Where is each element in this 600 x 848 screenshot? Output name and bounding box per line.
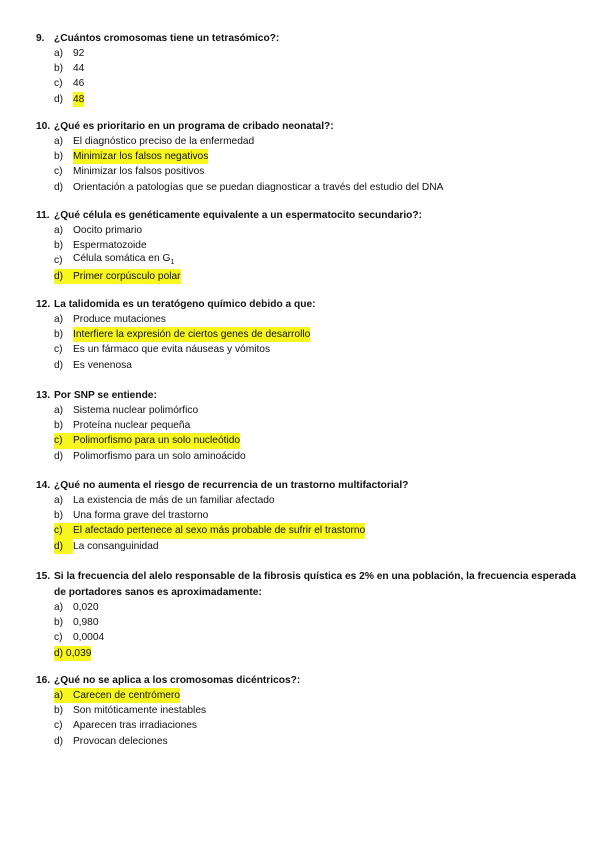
option-letter: d) bbox=[54, 359, 64, 371]
option-text: Espermatozoide bbox=[73, 240, 147, 252]
question-text: ¿Qué no aumenta el riesgo de recurrencia de un trastorno multifactorial? bbox=[54, 480, 409, 491]
option-text: Polimorfismo para un solo aminoácido bbox=[73, 450, 246, 462]
option-text: Sistema nuclear polimórfico bbox=[73, 405, 199, 416]
option-letter: d) bbox=[54, 93, 64, 105]
option-text: Oocito primario bbox=[73, 225, 143, 236]
question-10 bbox=[36, 120, 596, 195]
option-text: 44 bbox=[73, 63, 85, 75]
option-letter: c) bbox=[54, 166, 63, 178]
option-letter: b) bbox=[54, 420, 64, 432]
option-letter: a) bbox=[54, 405, 64, 416]
option-letter: d) bbox=[54, 735, 64, 747]
question-15 bbox=[36, 570, 596, 661]
option-letter: c) bbox=[54, 78, 63, 90]
option-letter: a) bbox=[54, 48, 64, 59]
question-text: ¿Qué es prioritario en un programa de cribado neonatal?: bbox=[54, 121, 334, 132]
question-11 bbox=[36, 209, 596, 284]
option-text: Es un fármaco que evita náuseas y vómitos bbox=[73, 344, 271, 356]
option-a bbox=[36, 46, 596, 61]
option-letter: b) bbox=[54, 151, 64, 163]
option-text: Aparecen tras irradiaciones bbox=[73, 720, 198, 732]
option-b bbox=[36, 508, 596, 523]
option-text-highlighted: 48 bbox=[73, 92, 84, 107]
option-text: Minimizar los falsos positivos bbox=[73, 166, 205, 178]
option-text: Orientación a patologías que se puedan diagnosticar a través del estudio del DNA bbox=[73, 181, 444, 193]
option-b bbox=[36, 61, 596, 76]
option-letter: c) bbox=[54, 433, 73, 448]
option-letter: b) bbox=[54, 240, 64, 252]
question-14 bbox=[36, 479, 596, 554]
subscript: 1 bbox=[170, 259, 175, 267]
option-text: 46 bbox=[73, 78, 85, 90]
question-text: La talidomida es un teratógeno químico debido a que: bbox=[54, 299, 316, 310]
option-highlighted bbox=[54, 646, 91, 661]
question-number: 12. bbox=[36, 299, 51, 310]
option-letter: a) bbox=[54, 688, 73, 703]
question-number: 13. bbox=[36, 390, 51, 401]
question-text: Por SNP se entiende: bbox=[54, 390, 157, 401]
question-16 bbox=[36, 674, 596, 749]
option-text-main: Célula somática en G bbox=[73, 253, 171, 265]
option-a bbox=[36, 312, 596, 327]
option-letter: d) bbox=[54, 450, 64, 462]
option-letter: a) bbox=[54, 602, 64, 613]
option-c bbox=[36, 76, 596, 91]
question-text-continuation: de portadores sanos es aproximadamente: bbox=[54, 587, 262, 598]
option-text: Produce mutaciones bbox=[73, 314, 166, 325]
option-letter: c) bbox=[54, 632, 63, 644]
option-d bbox=[36, 180, 596, 195]
option-letter: c) bbox=[54, 523, 73, 538]
option-text: Provocan deleciones bbox=[73, 735, 168, 747]
option-text: La consanguinidad bbox=[73, 540, 159, 552]
option-b bbox=[36, 149, 596, 164]
option-letter: b) bbox=[54, 705, 64, 717]
option-d bbox=[36, 734, 596, 749]
option-letter: c) bbox=[54, 255, 63, 267]
question-number: 14. bbox=[36, 480, 51, 491]
option-letter: d) bbox=[54, 181, 64, 193]
option-b bbox=[36, 327, 596, 342]
question-text: Si la frecuencia del alelo responsable de la fibrosis quística es 2% en una población, la frecuencia esperada bbox=[54, 571, 577, 582]
option-b bbox=[36, 418, 596, 433]
option-text-highlighted: Minimizar los falsos negativos bbox=[73, 149, 208, 164]
option-d bbox=[36, 449, 596, 464]
option-c bbox=[36, 433, 596, 448]
option-b bbox=[36, 703, 596, 718]
option-d bbox=[36, 358, 596, 373]
option-letter: a) bbox=[54, 225, 64, 236]
option-text-highlighted: Polimorfismo para un solo nucleótido bbox=[73, 433, 240, 448]
option-a bbox=[36, 403, 596, 418]
option-a bbox=[36, 134, 596, 149]
option-text: La existencia de más de un familiar afectado bbox=[73, 495, 275, 506]
option-text: 92 bbox=[73, 48, 85, 59]
option-text: 0,039 bbox=[65, 647, 92, 659]
option-text-highlighted: Carecen de centrómero bbox=[73, 688, 180, 703]
option-text: 0,980 bbox=[73, 617, 99, 629]
option-c bbox=[36, 523, 596, 538]
option-text-highlighted: Interfiere la expresión de ciertos genes de desarrollo bbox=[73, 327, 310, 342]
option-text: Una forma grave del trastorno bbox=[73, 510, 209, 522]
option-d bbox=[36, 92, 596, 107]
option-d bbox=[36, 646, 596, 661]
question-number: 10. bbox=[36, 121, 51, 132]
question-text: ¿Qué no se aplica a los cromosomas dicéntricos?: bbox=[54, 675, 301, 686]
option-text: El diagnóstico preciso de la enfermedad bbox=[73, 136, 255, 147]
option-letter: c) bbox=[54, 344, 63, 356]
option-letter-highlighted: d) bbox=[54, 539, 73, 554]
option-text: Proteína nuclear pequeña bbox=[73, 420, 191, 432]
question-12 bbox=[36, 298, 596, 373]
option-a bbox=[36, 688, 596, 703]
option-letter: c) bbox=[54, 720, 63, 732]
option-text: Es venenosa bbox=[73, 359, 132, 371]
option-text: Son mitóticamente inestables bbox=[73, 705, 207, 717]
question-13 bbox=[36, 389, 596, 464]
question-9 bbox=[36, 32, 596, 107]
option-letter: a) bbox=[54, 495, 64, 506]
option-letter: b) bbox=[54, 510, 64, 522]
option-d bbox=[36, 269, 596, 284]
option-c bbox=[36, 342, 596, 357]
option-text-highlighted: El afectado pertenece al sexo más probable de sufrir el trastorno bbox=[73, 523, 365, 538]
option-a bbox=[36, 600, 596, 615]
option-letter: b) bbox=[54, 329, 64, 341]
question-number: 15. bbox=[36, 571, 51, 582]
option-letter: a) bbox=[54, 314, 64, 325]
question-text: ¿Qué célula es genéticamente equivalente a un espermatocito secundario?: bbox=[54, 210, 422, 221]
question-text: ¿Cuántos cromosomas tiene un tetrasómico?: bbox=[54, 33, 280, 44]
option-letter: a) bbox=[54, 136, 64, 147]
question-number: 9. bbox=[36, 33, 45, 44]
option-letter: b) bbox=[54, 63, 64, 75]
option-text: 0,0004 bbox=[73, 632, 105, 644]
option-a bbox=[36, 493, 596, 508]
option-c bbox=[36, 164, 596, 179]
option-b bbox=[36, 615, 596, 630]
question-number: 16. bbox=[36, 675, 51, 686]
option-c bbox=[36, 253, 596, 268]
question-number: 11. bbox=[36, 210, 50, 221]
option-text: 0,020 bbox=[73, 602, 99, 613]
option-text-highlighted: Primer corpúsculo polar bbox=[73, 269, 181, 284]
option-letter: d) bbox=[54, 269, 73, 284]
option-letter: b) bbox=[54, 617, 64, 629]
option-c bbox=[36, 630, 596, 645]
option-a bbox=[36, 223, 596, 238]
option-d bbox=[36, 539, 596, 554]
option-c bbox=[36, 718, 596, 733]
option-letter: d) bbox=[54, 647, 64, 659]
